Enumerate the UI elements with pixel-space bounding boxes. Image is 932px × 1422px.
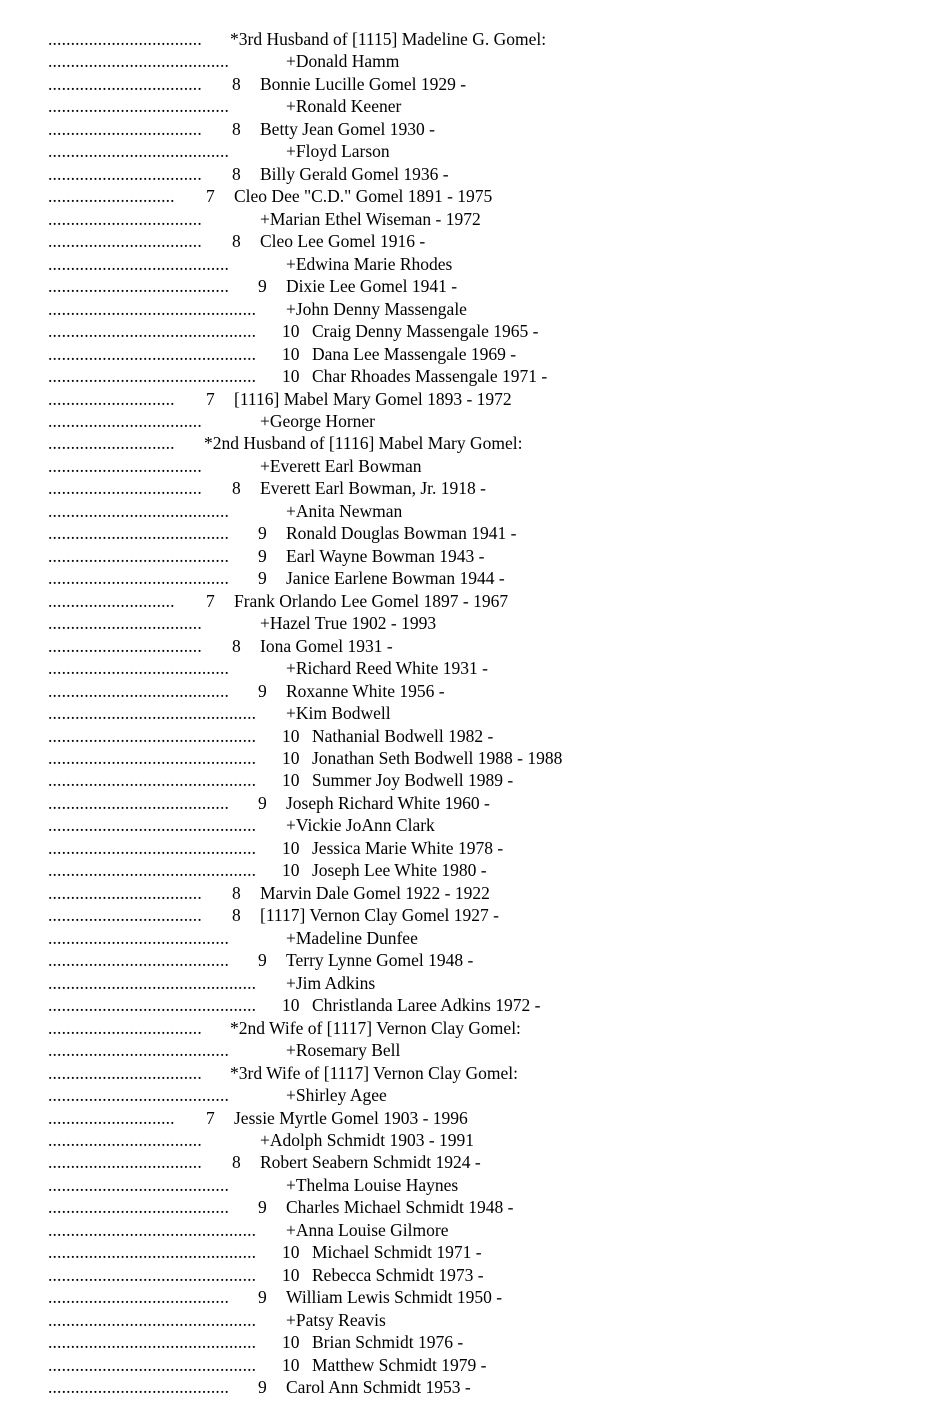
marriage-heading: *3rd Wife of [1117] Vernon Clay Gomel: xyxy=(230,1062,518,1083)
person-entry: Matthew Schmidt 1979 - xyxy=(312,1354,487,1375)
spouse-entry: +Vickie JoAnn Clark xyxy=(286,815,435,836)
generation-number: 9 xyxy=(258,523,267,544)
dot-leader: .................................. xyxy=(48,613,202,634)
report-line xyxy=(0,365,932,387)
person-entry: Summer Joy Bodwell 1989 - xyxy=(312,770,514,791)
generation-number: 9 xyxy=(258,792,267,813)
dot-leader: .............................................. xyxy=(48,1242,257,1263)
spouse-entry: +Kim Bodwell xyxy=(286,703,391,724)
generation-number: 7 xyxy=(206,590,215,611)
generation-number: 10 xyxy=(282,725,300,746)
dot-leader: .................................. xyxy=(48,478,202,499)
report-line xyxy=(0,1129,932,1151)
person-entry: William Lewis Schmidt 1950 - xyxy=(286,1287,503,1308)
spouse-entry: +Thelma Louise Haynes xyxy=(286,1174,459,1195)
dot-leader: ........................................ xyxy=(48,523,229,544)
spouse-entry: +Floyd Larson xyxy=(286,141,390,162)
marriage-heading: *2nd Husband of [1116] Mabel Mary Gomel: xyxy=(204,433,523,454)
person-entry: Terry Lynne Gomel 1948 - xyxy=(286,950,474,971)
report-line xyxy=(0,320,932,342)
report-line xyxy=(0,725,932,747)
report-line xyxy=(0,477,932,499)
spouse-entry: +Richard Reed White 1931 - xyxy=(286,658,488,679)
dot-leader: ........................................ xyxy=(48,680,229,701)
generation-number: 10 xyxy=(282,1264,300,1285)
marriage-heading: *3rd Husband of [1115] Madeline G. Gomel: xyxy=(230,29,547,49)
spouse-entry: +Jim Adkins xyxy=(286,972,376,993)
spouse-entry: +Anna Louise Gilmore xyxy=(286,1219,449,1240)
generation-number: 9 xyxy=(258,1377,267,1398)
report-line xyxy=(0,1039,932,1061)
dot-leader: .............................................. xyxy=(48,860,257,881)
dot-leader: ............................ xyxy=(48,1107,175,1128)
generation-number: 10 xyxy=(282,1354,300,1375)
generation-number: 10 xyxy=(282,1242,300,1263)
spouse-entry: +John Denny Massengale xyxy=(286,298,467,319)
person-entry: Jessie Myrtle Gomel 1903 - 1996 xyxy=(234,1107,468,1128)
dot-leader: .................................. xyxy=(48,231,202,252)
report-line xyxy=(0,702,932,724)
generation-number: 10 xyxy=(282,366,300,387)
generation-number: 10 xyxy=(282,995,300,1016)
report-line xyxy=(0,612,932,634)
person-entry: Dana Lee Massengale 1969 - xyxy=(312,343,517,364)
report-line xyxy=(0,1376,932,1398)
descendant-report xyxy=(0,28,932,1399)
person-entry: Charles Michael Schmidt 1948 - xyxy=(286,1197,514,1218)
dot-leader: .................................. xyxy=(48,1017,202,1038)
generation-number: 7 xyxy=(206,1107,215,1128)
report-line xyxy=(0,522,932,544)
dot-leader: ........................................ xyxy=(48,658,229,679)
dot-leader: ............................ xyxy=(48,388,175,409)
person-entry: Dixie Lee Gomel 1941 - xyxy=(286,276,458,297)
report-line xyxy=(0,118,932,140)
report-line xyxy=(0,1286,932,1308)
report-line xyxy=(0,949,932,971)
report-line xyxy=(0,140,932,162)
person-entry: Marvin Dale Gomel 1922 - 1922 xyxy=(260,882,490,903)
generation-number: 8 xyxy=(232,478,241,499)
dot-leader: .................................. xyxy=(48,410,202,431)
report-line xyxy=(0,814,932,836)
report-line xyxy=(0,882,932,904)
dot-leader: ........................................ xyxy=(48,51,229,72)
generation-number: 8 xyxy=(232,1152,241,1173)
person-entry: Everett Earl Bowman, Jr. 1918 - xyxy=(260,478,486,499)
spouse-entry: +Madeline Dunfee xyxy=(286,927,418,948)
report-line xyxy=(0,747,932,769)
report-line xyxy=(0,635,932,657)
generation-number: 9 xyxy=(258,950,267,971)
dot-leader: .................................. xyxy=(48,1129,202,1150)
generation-number: 8 xyxy=(232,163,241,184)
report-line xyxy=(0,590,932,612)
report-line xyxy=(0,1331,932,1353)
dot-leader: ........................................ xyxy=(48,792,229,813)
spouse-entry: +Ronald Keener xyxy=(286,96,402,117)
dot-leader: ........................................ xyxy=(48,1174,229,1195)
report-line xyxy=(0,1354,932,1376)
report-line xyxy=(0,680,932,702)
dot-leader: .................................. xyxy=(48,73,202,94)
person-entry: Robert Seabern Schmidt 1924 - xyxy=(260,1152,481,1173)
spouse-entry: +George Horner xyxy=(260,410,375,431)
report-line xyxy=(0,230,932,252)
report-line xyxy=(0,500,932,522)
person-entry: Cleo Lee Gomel 1916 - xyxy=(260,231,426,252)
report-line xyxy=(0,410,932,432)
person-entry: Joseph Lee White 1980 - xyxy=(312,860,487,881)
spouse-entry: +Everett Earl Bowman xyxy=(260,455,422,476)
person-entry: [1117] Vernon Clay Gomel 1927 - xyxy=(260,905,499,926)
report-line xyxy=(0,1084,932,1106)
person-entry: Ronald Douglas Bowman 1941 - xyxy=(286,523,517,544)
report-line xyxy=(0,95,932,117)
person-entry: Cleo Dee "C.D." Gomel 1891 - 1975 xyxy=(234,186,493,207)
generation-number: 9 xyxy=(258,545,267,566)
spouse-entry: +Hazel True 1902 - 1993 xyxy=(260,613,437,634)
generation-number: 7 xyxy=(206,388,215,409)
spouse-entry: +Patsy Reavis xyxy=(286,1309,386,1330)
generation-number: 10 xyxy=(282,837,300,858)
person-entry: Billy Gerald Gomel 1936 - xyxy=(260,163,449,184)
person-entry: Jonathan Seth Bodwell 1988 - 1988 xyxy=(312,748,563,768)
dot-leader: ........................................ xyxy=(48,545,229,566)
dot-leader: .................................. xyxy=(48,905,202,926)
report-line xyxy=(0,50,932,72)
report-line xyxy=(0,792,932,814)
report-line xyxy=(0,1219,932,1241)
generation-number: 9 xyxy=(258,680,267,701)
dot-leader: .................................. xyxy=(48,29,202,49)
dot-leader: ........................................ xyxy=(48,500,229,521)
person-entry: Christlanda Laree Adkins 1972 - xyxy=(312,995,541,1016)
report-line xyxy=(0,994,932,1016)
generation-number: 10 xyxy=(282,343,300,364)
dot-leader: .............................................. xyxy=(48,1332,257,1353)
dot-leader: .................................. xyxy=(48,635,202,656)
report-line xyxy=(0,769,932,791)
person-entry: Roxanne White 1956 - xyxy=(286,680,445,701)
dot-leader: .................................. xyxy=(48,118,202,139)
spouse-entry: +Edwina Marie Rhodes xyxy=(286,253,453,274)
report-line xyxy=(0,1174,932,1196)
marriage-heading: *2nd Wife of [1117] Vernon Clay Gomel: xyxy=(230,1017,521,1038)
person-entry: Bonnie Lucille Gomel 1929 - xyxy=(260,73,467,94)
dot-leader: ............................ xyxy=(48,433,175,454)
spouse-entry: +Rosemary Bell xyxy=(286,1040,401,1061)
report-line xyxy=(0,972,932,994)
generation-number: 9 xyxy=(258,1197,267,1218)
person-entry: [1116] Mabel Mary Gomel 1893 - 1972 xyxy=(234,388,512,409)
dot-leader: ........................................ xyxy=(48,253,229,274)
dot-leader: ........................................ xyxy=(48,1085,229,1106)
person-entry: Jessica Marie White 1978 - xyxy=(312,837,504,858)
report-line xyxy=(0,1017,932,1039)
generation-number: 10 xyxy=(282,860,300,881)
dot-leader: .................................. xyxy=(48,882,202,903)
report-line xyxy=(0,904,932,926)
generation-number: 7 xyxy=(206,186,215,207)
dot-leader: ........................................ xyxy=(48,96,229,117)
spouse-entry: +Anita Newman xyxy=(286,500,403,521)
dot-leader: .............................................. xyxy=(48,298,257,319)
dot-leader: .............................................. xyxy=(48,1219,257,1240)
report-line xyxy=(0,163,932,185)
report-line xyxy=(0,1264,932,1286)
dot-leader: .............................................. xyxy=(48,1309,257,1330)
dot-leader: ........................................ xyxy=(48,568,229,589)
dot-leader: .............................................. xyxy=(48,748,257,768)
generation-number: 8 xyxy=(232,882,241,903)
report-line xyxy=(0,28,932,50)
report-line xyxy=(0,1309,932,1331)
dot-leader: .................................. xyxy=(48,455,202,476)
report-line xyxy=(0,432,932,454)
spouse-entry: +Marian Ethel Wiseman - 1972 xyxy=(260,208,481,229)
dot-leader: ........................................ xyxy=(48,1197,229,1218)
dot-leader: ............................ xyxy=(48,590,175,611)
generation-number: 10 xyxy=(282,748,300,768)
report-line xyxy=(0,208,932,230)
person-entry: Nathanial Bodwell 1982 - xyxy=(312,725,494,746)
person-entry: Rebecca Schmidt 1973 - xyxy=(312,1264,484,1285)
report-line xyxy=(0,185,932,207)
dot-leader: ........................................ xyxy=(48,1287,229,1308)
report-line xyxy=(0,388,932,410)
person-entry: Earl Wayne Bowman 1943 - xyxy=(286,545,485,566)
generation-number: 8 xyxy=(232,905,241,926)
dot-leader: ........................................ xyxy=(48,927,229,948)
generation-number: 9 xyxy=(258,276,267,297)
dot-leader: .............................................. xyxy=(48,366,257,387)
generation-number: 10 xyxy=(282,321,300,342)
person-entry: Michael Schmidt 1971 - xyxy=(312,1242,482,1263)
person-entry: Craig Denny Massengale 1965 - xyxy=(312,321,539,342)
report-line xyxy=(0,253,932,275)
generation-number: 10 xyxy=(282,1332,300,1353)
generation-number: 8 xyxy=(232,73,241,94)
report-line xyxy=(0,545,932,567)
person-entry: Iona Gomel 1931 - xyxy=(260,635,393,656)
report-line xyxy=(0,927,932,949)
person-entry: Char Rhoades Massengale 1971 - xyxy=(312,366,548,387)
dot-leader: ........................................ xyxy=(48,276,229,297)
generation-number: 10 xyxy=(282,770,300,791)
dot-leader: .............................................. xyxy=(48,1264,257,1285)
dot-leader: .............................................. xyxy=(48,1354,257,1375)
dot-leader: .................................. xyxy=(48,163,202,184)
dot-leader: .............................................. xyxy=(48,815,257,836)
dot-leader: .............................................. xyxy=(48,725,257,746)
dot-leader: .................................. xyxy=(48,208,202,229)
dot-leader: .............................................. xyxy=(48,972,257,993)
generation-number: 9 xyxy=(258,568,267,589)
generation-number: 8 xyxy=(232,231,241,252)
spouse-entry: +Shirley Agee xyxy=(286,1085,387,1106)
report-line xyxy=(0,1107,932,1129)
person-entry: Carol Ann Schmidt 1953 - xyxy=(286,1377,471,1398)
person-entry: Frank Orlando Lee Gomel 1897 - 1967 xyxy=(234,590,509,611)
dot-leader: .............................................. xyxy=(48,343,257,364)
dot-leader: .............................................. xyxy=(48,703,257,724)
generation-number: 9 xyxy=(258,1287,267,1308)
report-line xyxy=(0,567,932,589)
dot-leader: .............................................. xyxy=(48,995,257,1016)
report-line xyxy=(0,455,932,477)
dot-leader: ........................................ xyxy=(48,141,229,162)
dot-leader: .................................. xyxy=(48,1062,202,1083)
generation-number: 8 xyxy=(232,635,241,656)
dot-leader: .............................................. xyxy=(48,321,257,342)
spouse-entry: +Adolph Schmidt 1903 - 1991 xyxy=(260,1129,475,1150)
dot-leader: .................................. xyxy=(48,1152,202,1173)
person-entry: Brian Schmidt 1976 - xyxy=(312,1332,464,1353)
report-line xyxy=(0,1196,932,1218)
report-line xyxy=(0,343,932,365)
report-line xyxy=(0,859,932,881)
report-line xyxy=(0,1151,932,1173)
report-line xyxy=(0,275,932,297)
report-line xyxy=(0,657,932,679)
person-entry: Betty Jean Gomel 1930 - xyxy=(260,118,435,139)
report-line xyxy=(0,1062,932,1084)
person-entry: Joseph Richard White 1960 - xyxy=(286,792,490,813)
report-line xyxy=(0,837,932,859)
dot-leader: ........................................ xyxy=(48,1040,229,1061)
dot-leader: ........................................ xyxy=(48,950,229,971)
report-line xyxy=(0,298,932,320)
dot-leader: .............................................. xyxy=(48,770,257,791)
generation-number: 8 xyxy=(232,118,241,139)
dot-leader: .............................................. xyxy=(48,837,257,858)
report-line xyxy=(0,73,932,95)
person-entry: Janice Earlene Bowman 1944 - xyxy=(286,568,505,589)
dot-leader: ........................................ xyxy=(48,1377,229,1398)
spouse-entry: +Donald Hamm xyxy=(286,51,400,72)
report-line xyxy=(0,1241,932,1263)
dot-leader: ............................ xyxy=(48,186,175,207)
